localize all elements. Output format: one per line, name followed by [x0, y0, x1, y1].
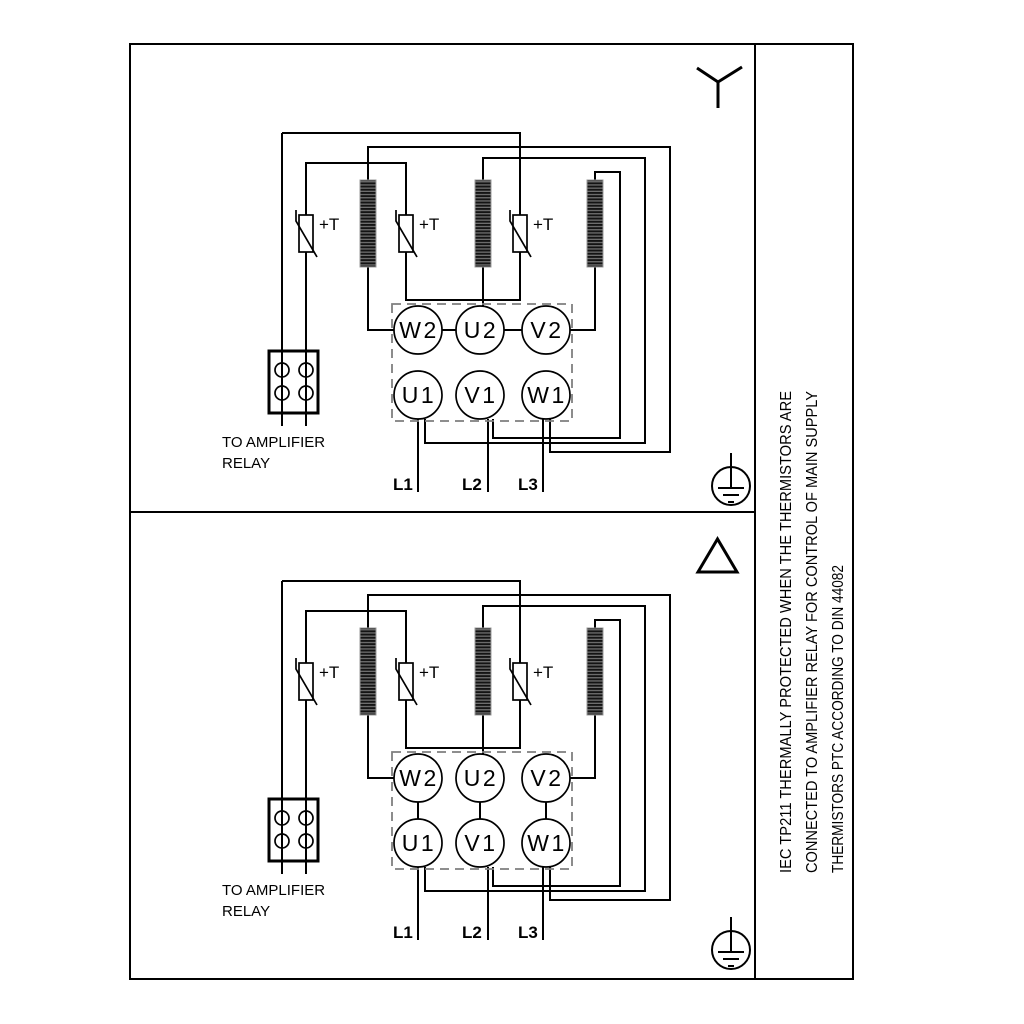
- relay-caption-line1: TO AMPLIFIER: [222, 882, 326, 899]
- supply-label-l2: L2: [462, 475, 482, 494]
- supply-label-l3: L3: [518, 475, 538, 494]
- motor-winding-3: [587, 180, 603, 267]
- motor-winding-3: [587, 628, 603, 715]
- supply-label-l2: L2: [462, 923, 482, 942]
- terminal-w2-label: W2: [399, 765, 439, 791]
- supply-label-l3: L3: [518, 923, 538, 942]
- relay-caption-line2: RELAY: [222, 455, 271, 472]
- motor-winding-2: [475, 180, 491, 267]
- terminal-u1-label: U1: [401, 382, 437, 408]
- terminal-u2-label: U2: [463, 765, 499, 791]
- terminal-board: [392, 304, 572, 421]
- panel-delta: [222, 539, 750, 969]
- relay-caption-line1: TO AMPLIFIER: [222, 434, 326, 451]
- motor-winding-1: [360, 628, 376, 715]
- side-note: [778, 360, 847, 873]
- terminal-u2-label: U2: [463, 317, 499, 343]
- thermistor-2: [396, 210, 417, 257]
- star-connection-icon: [697, 67, 742, 108]
- thermistor-3: [510, 210, 531, 257]
- supply-label-l1: L1: [393, 475, 413, 494]
- thermistor-1: [296, 658, 317, 705]
- terminal-w1-label: W1: [527, 830, 567, 856]
- motor-winding-1: [360, 180, 376, 267]
- thermistor-2-label: +T: [419, 663, 440, 682]
- terminal-w2-label: W2: [399, 317, 439, 343]
- side-note-line1: IEC TP211 THERMALLY PROTECTED WHEN THE THERMISTORS ARE: [778, 364, 795, 873]
- panel-star: [222, 67, 750, 505]
- thermistor-3: [510, 658, 531, 705]
- relay-contact-block: [269, 133, 318, 426]
- terminal-v2-label: V2: [530, 765, 564, 791]
- terminal-v1-label: V1: [464, 382, 498, 408]
- terminal-v2-label: V2: [530, 317, 564, 343]
- ground-icon: [712, 917, 750, 969]
- thermistor-1-label: +T: [319, 663, 340, 682]
- thermistor-1: [296, 210, 317, 257]
- terminal-u1-label: U1: [401, 830, 437, 856]
- terminal-v1-label: V1: [464, 830, 498, 856]
- thermistor-3-label: +T: [533, 663, 554, 682]
- supply-label-l1: L1: [393, 923, 413, 942]
- thermistor-2-label: +T: [419, 215, 440, 234]
- thermistor-2: [396, 658, 417, 705]
- terminal-w1-label: W1: [527, 382, 567, 408]
- thermistor-3-label: +T: [533, 215, 554, 234]
- thermistor-1-label: +T: [319, 215, 340, 234]
- motor-winding-2: [475, 628, 491, 715]
- delta-connection-icon: [698, 539, 737, 572]
- ground-icon: [712, 453, 750, 505]
- side-note-line2: CONNECTED TO AMPLIFIER RELAY FOR CONTROL OF MAIN SUPPLY: [804, 360, 821, 873]
- side-note-line3: THERMISTORS PTC ACCORDING TO DIN 44082: [830, 523, 847, 873]
- relay-contact-block: [269, 581, 318, 874]
- relay-caption-line2: RELAY: [222, 903, 271, 920]
